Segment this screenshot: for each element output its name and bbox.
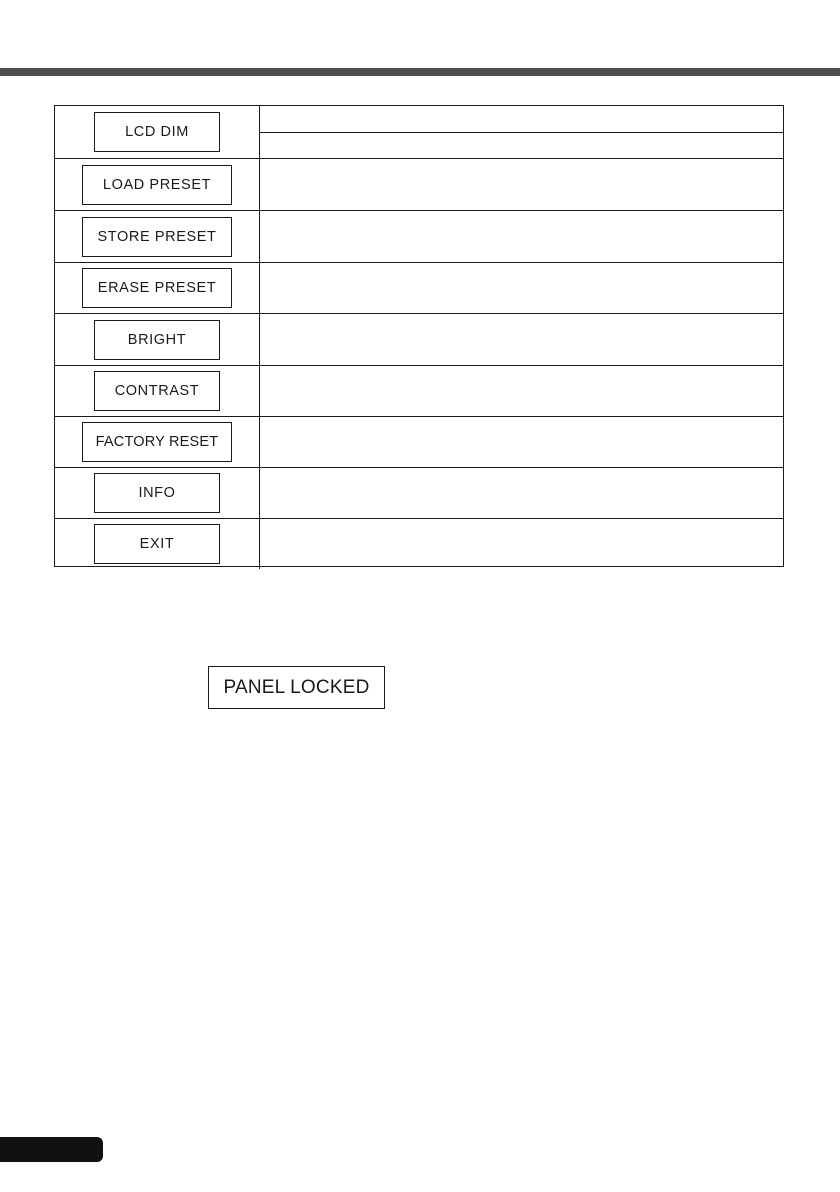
menu-description-line (260, 263, 783, 313)
contrast-button[interactable]: CONTRAST (94, 371, 220, 411)
menu-key-cell (55, 263, 260, 313)
panel-locked-display (208, 666, 385, 709)
menu-description-line (260, 417, 783, 467)
factory-reset-button[interactable]: FACTORY RESET (82, 422, 232, 462)
menu-row (55, 416, 783, 467)
load-preset-button[interactable]: LOAD PRESET (82, 165, 232, 205)
menu-key-cell (55, 417, 260, 467)
page-number-tab (0, 1137, 103, 1162)
menu-row (55, 467, 783, 518)
menu-key-cell (55, 366, 260, 416)
menu-description-line (260, 132, 783, 159)
menu-description-line (260, 211, 783, 262)
lcd-dim-button[interactable]: LCD DIM (94, 112, 220, 152)
menu-row (55, 106, 783, 158)
menu-key-cell (55, 106, 260, 158)
menu-description-cell (260, 314, 783, 365)
menu-row (55, 158, 783, 210)
menu-description-cell (260, 519, 783, 569)
menu-row (55, 313, 783, 365)
info-button[interactable]: INFO (94, 473, 220, 513)
menu-key-cell (55, 468, 260, 518)
menu-row (55, 262, 783, 313)
menu-row (55, 210, 783, 262)
menu-description-cell (260, 211, 783, 262)
menu-description-cell (260, 417, 783, 467)
exit-button[interactable]: EXIT (94, 524, 220, 564)
menu-description-line (260, 314, 783, 365)
header-rule (0, 68, 840, 76)
menu-key-cell (55, 314, 260, 365)
menu-key-cell (55, 159, 260, 210)
menu-key-cell (55, 519, 260, 569)
menu-description-line (260, 106, 783, 132)
bright-button[interactable]: BRIGHT (94, 320, 220, 360)
panel-locked-label: PANEL LOCKED (223, 676, 370, 698)
store-preset-button[interactable]: STORE PRESET (82, 217, 232, 257)
menu-description-line (260, 159, 783, 210)
menu-function-table (54, 105, 784, 567)
menu-description-cell (260, 468, 783, 518)
menu-row (55, 518, 783, 569)
menu-description-cell (260, 263, 783, 313)
menu-description-line (260, 366, 783, 416)
menu-key-cell (55, 211, 260, 262)
menu-description-cell (260, 366, 783, 416)
menu-description-cell (260, 106, 783, 158)
menu-row (55, 365, 783, 416)
menu-description-line (260, 468, 783, 518)
menu-description-cell (260, 159, 783, 210)
menu-description-line (260, 519, 783, 569)
erase-preset-button[interactable]: ERASE PRESET (82, 268, 232, 308)
